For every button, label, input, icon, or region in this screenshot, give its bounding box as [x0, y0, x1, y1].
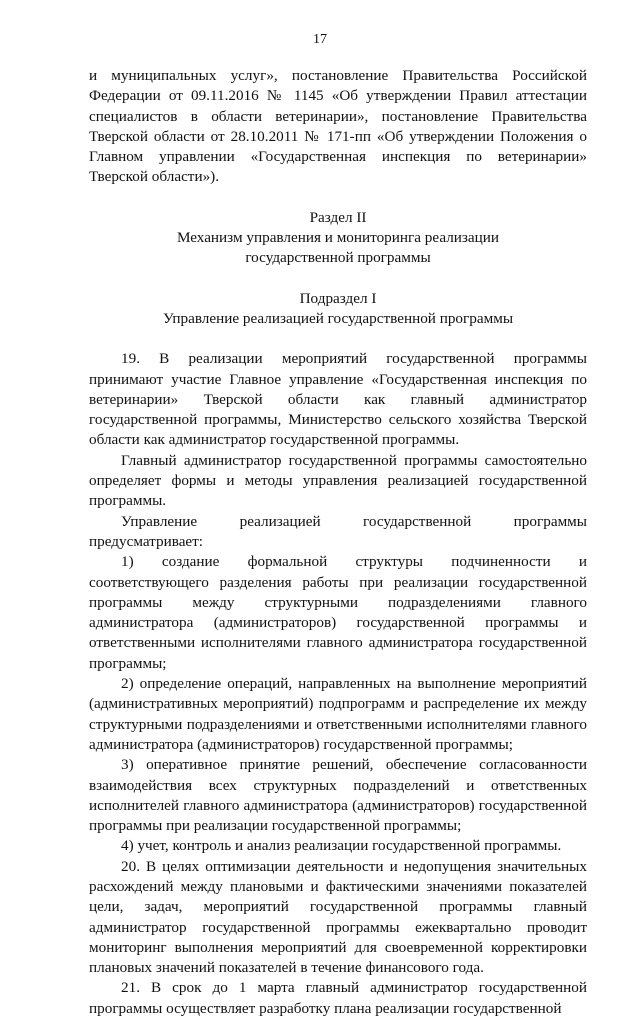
list-item-1: 1) создание формальной структуры подчиненности и соответствующего разделения работы при реализации государственной программы между структурными подразделениями главного администратора (администраторов) государственной программы и ответственными исполнителями главного администратора государственной программы;	[89, 553, 587, 672]
list-item-3: 3) оперативное принятие решений, обеспечение согласованности взаимодействия всех структурных подразделений и ответственных исполнителей главного администратора (администраторов) государственной программы при реализации государственной программы;	[89, 756, 587, 835]
subsection-label: Подраздел I	[299, 289, 377, 307]
spacer	[89, 329, 587, 349]
section-title-line-1: Механизм управления и мониторинга реализации	[176, 229, 500, 247]
list-item-2: 2) определение операций, направленных на выполнение мероприятий (административных мероприятий) подпрограмм и распределение их между структурными подразделениями и ответственными исполнителями главного администратора (администраторов) государственной программы;	[89, 675, 587, 753]
paragraph-management-intro: Управление реализацией государственной программы предусматривает:	[89, 512, 587, 550]
intro-paragraph: и муниципальных услуг», постановление Правительства Российской Федерации от 09.11.2016 № 1145 «Об утверждении Правил аттестации специалистов в области ветеринарии», постановление Правительства Тверской области от 28.10.2011 № 171-пп «Об утверждении Положения о Главном управлении «Государственная инспекция по ветеринарии» Тверской области»).	[89, 67, 587, 186]
spacer	[89, 188, 587, 208]
list-item-4: 4) учет, контроль и анализ реализации государственной программы.	[121, 837, 562, 855]
page-number: 17	[313, 32, 327, 47]
paragraph-19: 19. В реализации мероприятий государственной программы принимают участие Главное управление «Государственная инспекция по ветеринарии» Тверской области как главный администратор государственной программы, Министерство сельского хозяйства Тверской области как администратор государственной программы.	[89, 350, 587, 449]
section-title-line-2: государственной программы	[245, 249, 431, 267]
paragraph-admin-methods: Главный администратор государственной программы самостоятельно определяет формы и методы управления реализацией государственной программы.	[89, 451, 587, 510]
subsection-title: Управление реализацией государственной программы	[162, 309, 514, 327]
paragraph-21: 21. В срок до 1 марта главный администратор государственной программы осуществляет разработку плана реализации государственной	[89, 979, 587, 1017]
paragraph-20: 20. В целях оптимизации деятельности и недопущения значительных расхождений между плановыми и фактическими значениями показателей цели, задач, мероприятий государственной программы главный администратор государственной программы ежеквартально проводит мониторинг выполнения мероприятий для своевременной корректировки плановых значений показателей в течение финансового года.	[89, 857, 587, 977]
section-label: Раздел II	[309, 208, 367, 226]
spacer	[89, 269, 587, 289]
document-body	[89, 66, 587, 1019]
